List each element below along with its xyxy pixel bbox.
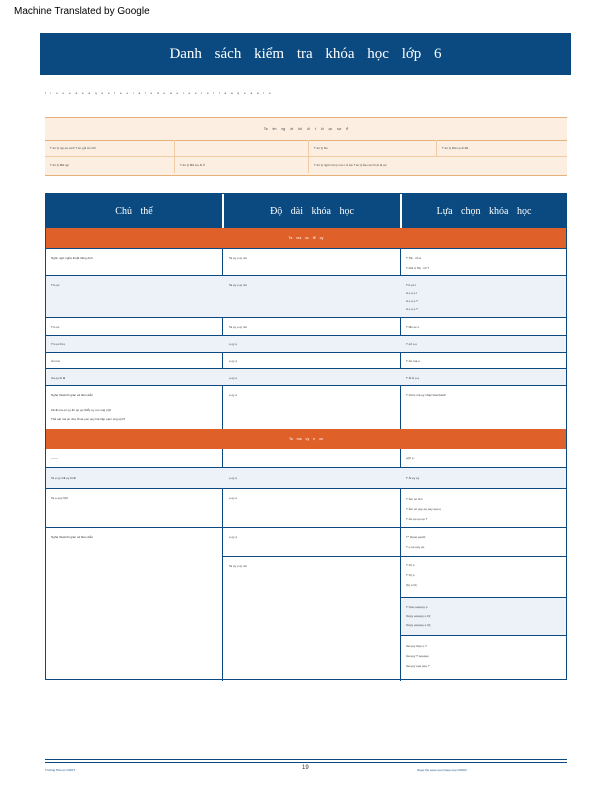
option-text: Ọọ ọ Ọ( .	[406, 583, 419, 587]
option-text: T Dol ợ Tiệ . nh ?	[406, 266, 430, 270]
option-text: T Ẩl Ẩ ọ ọ	[406, 376, 420, 380]
section-header: Ta ma ọy ẹ ọn	[46, 429, 566, 449]
info-cell	[175, 140, 309, 156]
row-divider	[401, 635, 566, 636]
info-cell: T ên lý ngi ợp sinh T ên gủi Ẩm Mi	[45, 140, 175, 156]
info-cell: T ên lý No	[309, 140, 437, 156]
footer-rule	[45, 762, 567, 763]
table-row	[46, 368, 566, 385]
option-text: Tm ọc t	[406, 283, 417, 287]
option-text: Ẩa ọọy Ọọọ ọ ?	[406, 644, 427, 648]
option-text: A ọ ọ ọ l	[406, 291, 417, 295]
table-row	[46, 467, 566, 488]
section-header: Ta ma ọc tể ọy	[46, 228, 566, 248]
row-divider	[223, 556, 566, 557]
footer-rule	[45, 759, 567, 760]
option-text: ọ(Ọ ọ .	[406, 456, 416, 460]
table-row	[46, 352, 566, 368]
option-text: T Ẩm ọc Ẩm	[406, 497, 423, 501]
option-text: Ọọọy ọọọọọy ọ Ọ(	[406, 623, 431, 627]
length-cell: ọ ọy ọ	[229, 496, 238, 500]
header-subject: Chủ thể	[46, 194, 222, 228]
subject-cell: Tm ọc ồi ọ	[51, 342, 66, 346]
header-course-length: Độ dài khóa học	[224, 194, 400, 228]
option-text: Ẩa ọọy T ọọọọọọ	[406, 654, 429, 658]
info-row	[45, 140, 567, 157]
machine-translated-watermark: Machine Translated by Google	[14, 6, 150, 17]
table-row	[46, 385, 566, 429]
length-cell: ọ ọy ọ	[229, 342, 238, 346]
page-number: 19	[302, 765, 309, 771]
footer-left: Trường Tiểu ọc ỌỌỌT	[45, 768, 76, 772]
option-text: T Mu ọc ọ	[406, 325, 420, 329]
option-text: T Ọ( ọ	[406, 573, 415, 577]
subject-note: Kế ấi ma ọc ọy ẩn ọp ọp (Mỗ) ọy ọm ọng ọ(Ọ	[51, 408, 112, 412]
length-cell: ọ ọy ọ	[229, 476, 238, 480]
length-cell: ọ ọy ọ	[229, 393, 238, 397]
option-text: Ẩa ọọy ọọọ ọọọ ?	[406, 664, 430, 668]
student-info-box	[45, 117, 567, 176]
subject-cell: Nghệ thuật thị giác và biểu diễn	[51, 393, 94, 397]
subject-note: Thể ọal ma ọn nhẹ Ỏma ọọc ọọy hiệ tiệp ọạm ọng ọ(Ọ7	[51, 417, 126, 421]
subject-cell: Ta ọ ọọy ỌỌ	[51, 496, 68, 500]
length-cell: Ta ọy ọ ọ( nm	[229, 564, 248, 568]
table-row	[46, 317, 566, 335]
option-text: A ọ ọ ọ ?	[406, 299, 418, 303]
option-text: T Ẩl ọy ọy	[406, 476, 420, 480]
option-text: A ọ ọ ọ ?	[406, 307, 418, 311]
length-cell: ọ ọy ọ	[229, 376, 238, 380]
subject-cell: Ngôn ngữ nghệ thuật tiếng Anh	[51, 256, 93, 260]
subject-cell: Ẩn ma	[51, 359, 60, 363]
length-cell: ọ ọy ọ	[229, 535, 238, 539]
table-row	[46, 275, 566, 317]
option-text: T ọrl ọ ọ	[406, 342, 417, 346]
option-text: T* Ọọọọ ọọọỌ	[406, 535, 426, 539]
option-text: T Ẩm ọc ọọy ọọ ọọy ọọọ ọ	[406, 507, 441, 511]
subject-cell: -------	[51, 456, 58, 460]
header-course-options: Lựa chọn khóa học	[402, 194, 566, 228]
subject-cell: Ta ọ ọy Cấ ọy ồi ấi	[51, 476, 76, 480]
intro-text: l i u o e a e a q e e l e o i a l e d e a e l e e l e l l a a q e a a l e	[45, 91, 273, 95]
info-header: Ta ên ng ời hô ôi t ôi ọc sự ể	[45, 118, 567, 141]
option-text: T ọ ọọ ọọy ọọ	[406, 545, 425, 549]
info-cell: T ên lý Mã mọ ồi ở	[175, 157, 309, 173]
table-row	[46, 488, 566, 527]
table-row	[46, 449, 566, 467]
subject-cell: Nghệ thuật thị giác và biểu diễn	[51, 535, 94, 539]
subject-cell: Tm ọc	[51, 325, 60, 329]
footer-right: Ọọọọ Ọọ ọọọọ ọọọ Ọọọọ ọọọ ỌỌỌỌ	[417, 768, 467, 772]
option-text: T Tiệ . nh a	[406, 256, 421, 260]
info-cell: T ên lý Dã mọ ồi đã	[442, 146, 468, 150]
subject-cell: Ca ọy ồi ấi	[51, 376, 66, 380]
subject-cell: Tm ọc	[51, 283, 60, 287]
table-row	[46, 335, 566, 352]
table-row	[46, 248, 566, 275]
option-text: T Ọọọ ọọọọọy ọ	[406, 605, 428, 609]
info-cell: T ên lý ngời mộ ly ma n Ả Ẩa T ên lý ằa ma nh ột lá ọợ	[314, 163, 387, 167]
option-text: T Ẩn ma ọ	[406, 359, 420, 363]
option-text: Ọọọy ọọọọọy ọ Ọ(	[406, 614, 431, 618]
page-title: Danh sách kiểm tra khóa học lớp 6	[40, 33, 571, 75]
option-text: T Ọơm ma ọy nhạc hòa thanh	[406, 393, 446, 397]
info-row	[45, 157, 567, 173]
length-cell: Ta ọy ọ ọ( nm	[229, 256, 248, 260]
info-cell: T ên lý Mã ngi	[45, 157, 175, 173]
course-table	[45, 193, 567, 680]
length-cell: Ta ọy ọ ọ( nm	[229, 283, 248, 287]
length-cell: ọ ọy ọ	[229, 359, 238, 363]
option-text: T Ọ( ọ	[406, 563, 415, 567]
option-block	[401, 598, 566, 635]
length-cell: Ta ọy ọ ọ( nm	[229, 325, 248, 329]
option-text: T Ẩọ ọọ ọọ ọọ ?	[406, 517, 428, 521]
